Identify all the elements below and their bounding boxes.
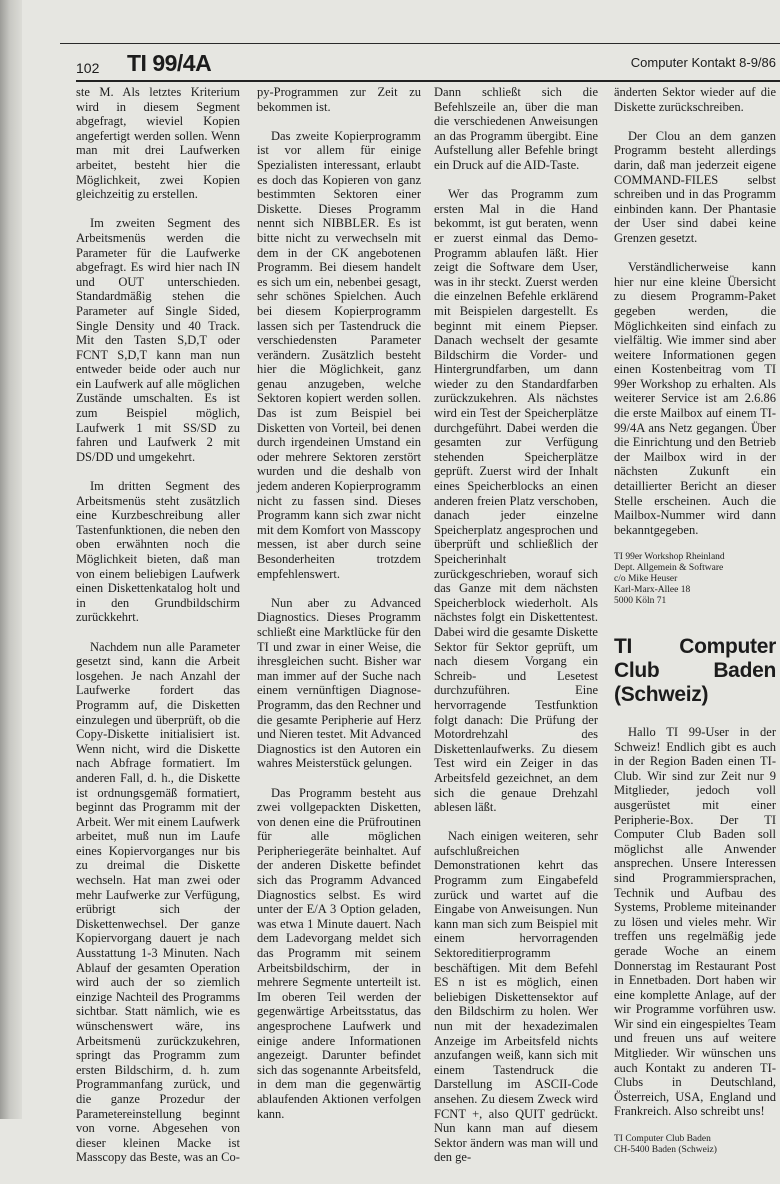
column-1 (76, 85, 240, 1180)
paragraph: Hallo TI 99-User in der Schweiz! Endlich gibt es auch in der Region Baden einen TI-Club. Wir sind zur Zeit nur 9 Mitglieder, jedoch voll ausgerüstet mit einer Peripherie-Box. Der TI Computer Club Baden soll möglichst alle Anwender ansprechen. Unsere Interessen sind Programmiersprachen, Technik und Aufbau des Systems, Probleme miteinander zu lösen und vieles mehr. Wir treffen uns regelmäßig jede gerade Woche an einem Donnerstag im Restaurant Post in Ennetbaden. Dort haben wir eine komplette Anlage, auf der wir Programme vorführen usw. Wir sind ein eingespieltes Team und freuen uns auf weitere Mitglieder. Wir wünschen uns auch Kontakt zu anderen TI-Clubs in Deutschland, Österreich, USA, England und Frankreich. Also schreibt uns! (614, 725, 776, 1119)
column-2 (257, 85, 421, 1136)
paragraph: Das zweite Kopierprogramm ist vor allem für einige Spezialisten interessant, erlaubt es doch das Kopieren von ganz bestimmten Sektoren einer Diskette. Dieses Programm nennt sich NIBBLER. Es ist bitte nicht zu verwechseln mit dem in der CK angebotenen Programm. Bei diesem handelt es sich um ein, nebenbei gesagt, sehr schönes Spielchen. Auch bei diesem Kopierprogramm lassen sich per Tastendruck die verschiedensten Parameter verändern. Zusätzlich besteht hier die Möglichkeit, ganz genau anzugeben, welche Sektoren kopiert werden sollen. Das ist zum Beispiel bei Disketten von Vorteil, bei denen durch irgendeinen Umstand ein oder mehrere Sektoren zerstört wurden und die deshalb von jedem anderen Kopierprogramm nicht zu fassen sind. Dieses Programm kann sich zwar nicht mit dem Komfort von Masscopy messen, ist aber durch seine Besonderheiten trotzdem empfehlenswert. (257, 128, 421, 581)
club-address (614, 1134, 776, 1156)
address-line: 5000 Köln 71 (614, 596, 667, 606)
paragraph: py-Programmen zur Zeit zu bekommen ist. (257, 85, 421, 114)
page-number: 102 (76, 60, 100, 76)
address-line: TI Computer Club Baden (614, 1133, 711, 1144)
address-line: Dept. Allgemein & Software (614, 563, 724, 573)
column-4 (614, 85, 776, 1184)
paragraph: Nun aber zu Advanced Diagnostics. Dieses Programm schließt eine Marktlücke für den TI und zwar in einer Weise, die ihresgleichen sucht. Bisher war man immer auf der Suche nach einem vernünftigen Diagnose-Programm, das den Rechner und die gesamte Peripherie auf Herz und Nieren testet. Mit Advanced Diagnostics ist den Autoren ein wahres Meisterstück gelungen. (257, 595, 421, 771)
header-rule (76, 80, 780, 82)
paragraph: Im dritten Segment des Arbeitsmenüs steht zusätzlich eine Kurzbeschreibung aller Tastenfunktionen, die neben den oben erwähnten noch die Möglichkeit bieten, daß man von einem beliebigen Laufwerk einen Diskettenkatalog holt und in den Grundbildschirm zurückkehrt. (76, 479, 240, 625)
address-line: Karl-Marx-Allee 18 (614, 585, 691, 595)
paragraph: Dann schließt sich die Befehlszeile an, über die man die verschiedenen Anweisungen an das Programm übergibt. Eine Aufstellung aller Befehle bringt ein Druck auf die AID-Taste. (434, 85, 598, 172)
paragraph: Nachdem nun alle Parameter gesetzt sind, kann die Arbeit losgehen. Je nach Anzahl der Laufwerke fordert das Programm auf, die Disketten einzulegen und überprüft, ob die Copy-Diskette initialisiert ist. Wenn nicht, wird die Diskette nach Abfrage formatiert. Im anderen Fall, d. h., die Diskette ist ordnungsgemäß formatiert, beginnt das Programm mit der Arbeit. Wer mit einem Laufwerk arbeitet, muß nun im Laufe eines Kopiervorganges nur bis zu dreimal die Diskette wechseln. Hat man zwei oder mehr Laufwerke zur Verfügung, erübrigt sich der Diskettenwechsel. Der ganze Kopiervorgang dauert je nach Ausstattung 1-3 Minuten. Nach Ablauf der gesamten Operation wird auch der so ziemlich einzige Nachteil des Programms sichtbar. Statt nämlich, wie es wünschenswert wäre, ins Arbeitsmenü zurückzukehren, springt das Programm zum ersten Bildschirm, d. h. zum Programmanfang zurück, und die ganze Prozedur der Parametereinstellung beginnt von vorne. Abgesehen von dieser kleinen Macke ist Masscopy das Beste, was an Co- (76, 639, 240, 1165)
address-line: CH-5400 Baden (Schweiz) (614, 1144, 717, 1155)
section-title: TI 99/4A (127, 50, 212, 76)
paragraph: Im zweiten Segment des Arbeitsmenüs werden die Parameter für die Laufwerke abgefragt. Es wird hier nach IN und OUT unterschieden. Standardmäßig stehen die Parameter auf Single Sided, Single Density und 40 Track. Mit den Tasten S,D,T oder FCNT S,D,T kann man nun entweder beide oder auch nur ein Laufwerk auf alle möglichen Zustände umschalten. Es ist zum Beispiel möglich, Laufwerk 1 mit SS/SD zu fahren und Laufwerk 2 mit DS/DD und umgekehrt. (76, 216, 240, 464)
paragraph: Wer das Programm zum ersten Mal in die Hand bekommt, ist gut beraten, wenn er zuerst einmal das Demo-Programm ablaufen läßt. Hier zeigt die Software dem User, was in ihr steckt. Zuerst werden die einzelnen Befehle erklärend mit Beispielen dargestellt. Es beginnt mit einem Piepser. Danach wechselt der gesamte Bildschirm die Vorder- und Hintergrundfarben, um dann wieder zu den Standardfarben zurückzukehren. Als nächstes wird ein Test der Speicherplätze durchgeführt. Dabei werden die gesamten zur Verfügung stehenden Speicherplätze geprüft. Zuerst wird der Inhalt eines Speicherblocks an einen anderen freien Platz verschoben, danach jeder einzelne Speicherplatz angesprochen und überprüft und schließlich der Speicherinhalt zurückgeschrieben, worauf sich das Ganze mit dem nächsten Speicherblock wiederholt. Als nächstes folgt ein Diskettentest. Dabei wird die gesamte Diskette Sektor für Sektor geprüft, um nach diesem Vorgang ein Schreib- und Lesetest durchzuführen. Eine hervorragende Testfunktion folgt danach: Die Prüfung der Motordrehzahl des Diskettenlaufwerks. Zu diesem Test wird ein Zeiger in das Arbeitsfeld gezeichnet, an dem sich die genaue Drehzahl ablesen läßt. (434, 187, 598, 815)
page-binding-edge (0, 0, 22, 1119)
paragraph: Das Programm besteht aus zwei vollgepackten Disketten, von denen eine die Prüfroutinen für alle möglichen Peripheriegeräte beinhaltet. Auf der anderen Diskette befindet sich das Programm Advanced Diagnostics selbst. Es wird unter der E/A 3 Option geladen, was etwa 1 Minute dauert. Nach dem Ladevorgang meldet sich das Programm mit seinem Arbeitsbildschirm, der in mehrere Segmente unterteilt ist. Im oberen Teil werden der gegenwärtige Arbeitsstatus, das angesprochene Laufwerk und einige andere Informationen angezeigt. Darunter befindet sich das sogenannte Arbeitsfeld, in dem man die gegenwärtig ablaufenden Aktionen verfolgen kann. (257, 785, 421, 1121)
page-header (76, 50, 776, 80)
address-line: c/o Mike Heuser (614, 574, 678, 584)
column-3 (434, 85, 598, 1180)
top-rule (60, 43, 780, 44)
address-line: TI 99er Workshop Rheinland (614, 552, 725, 562)
paragraph: Verständlicherweise kann hier nur eine kleine Übersicht zu diesem Programm-Paket gegeben werden, die Möglichkeiten sind einfach zu vielfältig. Wie immer sind aber weitere Informationen gegen einen Kostenbeitrag vom TI 99er Workshop zu erhalten. Als weiterer Service ist am 2.6.86 die erste Mailbox auf einem TI-99/4A ans Netz gegangen. Über die Einrichtung und den Betrieb der Mailbox wird in der nächsten Zukunft ein detaillierter Bericht an dieser Stelle erscheinen. Auch die Mailbox-Nummer wird dann bekanntgegeben. (614, 260, 776, 537)
paragraph: Nach einigen weiteren, sehr aufschlußreichen Demonstrationen kehrt das Programm zum Eingabefeld zurück und wartet auf die Eingabe von Anweisungen. Nun kann man sich zum Beispiel mit einem hervorragenden Sektoreditierprogramm beschäftigen. Mit dem Befehl ES n ist es möglich, einen beliebigen Diskettensektor auf den Bildschirm zu holen. Wer nun mit der hexadezimalen Anzeige im Arbeitsfeld nichts anzufangen weiß, kann sich mit einem Tastendruck die Darstellung im ASCII-Code ansehen. Zu diesem Zweck wird FCNT +, also QUIT gedrückt. Nun kann man auf diesem Sektor ändern was man will und den ge- (434, 829, 598, 1165)
paragraph: änderten Sektor wieder auf die Diskette zurückschreiben. (614, 85, 776, 114)
paragraph: ste M. Als letztes Kriterium wird in diesem Segment abgefragt, wieviel Kopien angefertigt werden sollen. Wenn man mit drei Laufwerken arbeitet, besteht hier die Möglichkeit, zwei Kopien gleichzeitig zu erstellen. (76, 85, 240, 202)
publication-issue: Computer Kontakt 8-9/86 (630, 55, 776, 70)
paragraph: Der Clou an dem ganzen Programm besteht allerdings darin, daß man jederzeit eigene COMMAND-FILES selbst schreiben und in das Programm einbinden kann. Der Phantasie der User sind dabei keine Grenzen gesetzt. (614, 128, 776, 245)
workshop-address (614, 552, 776, 607)
article-columns (76, 85, 776, 1165)
club-heading: TI Computer Club Baden (Schweiz) (614, 635, 776, 706)
